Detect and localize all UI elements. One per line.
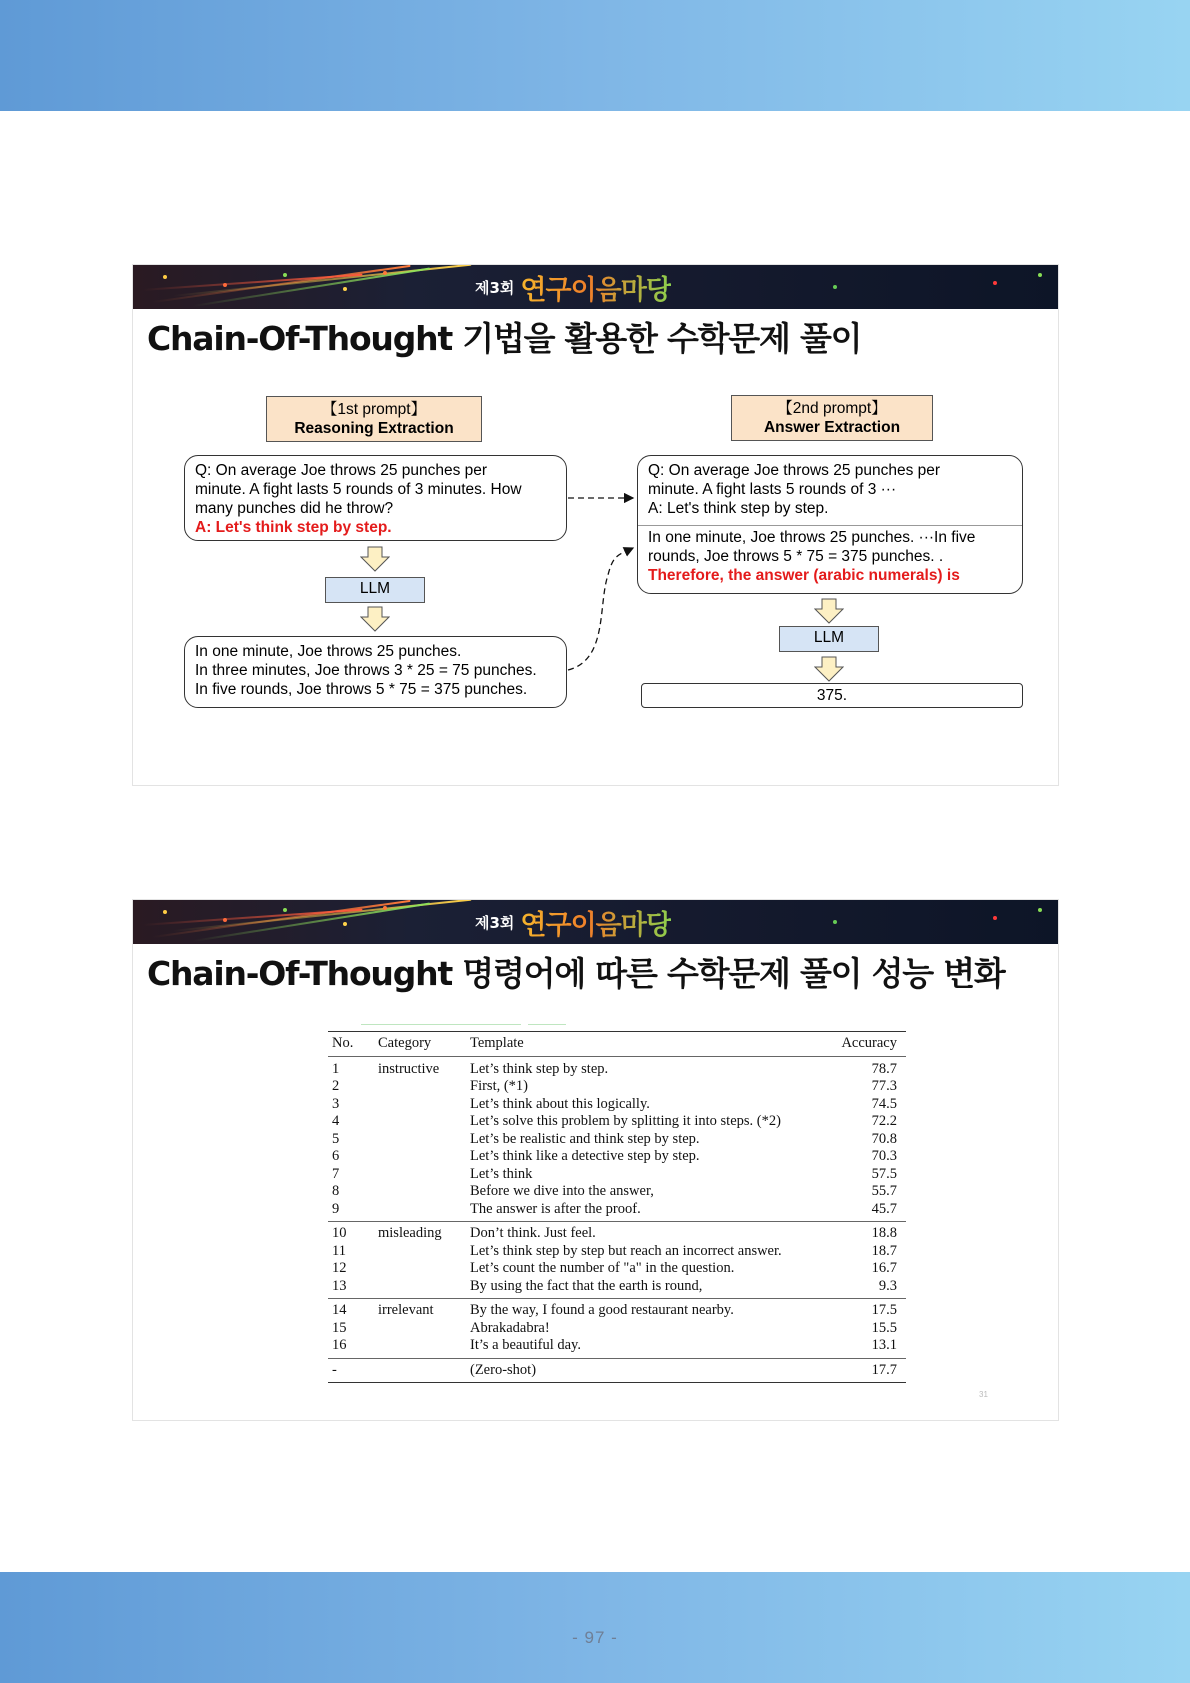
cell-no: 13 [332, 1277, 347, 1294]
question-line: minute. A fight lasts 5 rounds of 3 ··· [648, 481, 897, 498]
cell-accuracy: 72.2 [871, 1113, 897, 1129]
question-line: minute. A fight lasts 5 rounds of 3 minutes. How [195, 481, 522, 498]
banner-main-text: 연구이음마당 [520, 268, 671, 307]
slide-number: 31 [979, 1390, 988, 1399]
down-arrow-icon [814, 598, 844, 624]
prompt-accuracy-table [328, 1031, 906, 1383]
cell-no: 3 [332, 1095, 340, 1112]
cell-accuracy: 9.3 [878, 1277, 897, 1294]
cell-accuracy: 45.7 [871, 1200, 897, 1217]
cell-template: (Zero-shot) [466, 1358, 823, 1383]
header-no: No. [328, 1032, 374, 1057]
cell-template: Don’t think. Just feel. [466, 1222, 823, 1243]
cell-template: Before we dive into the answer, [470, 1183, 654, 1199]
cell-category: misleading [374, 1222, 466, 1243]
table-row [328, 1096, 906, 1114]
header-accuracy: Accuracy [823, 1032, 906, 1057]
first-prompt-output-box [184, 636, 567, 708]
decorative-line [361, 1024, 521, 1025]
output-line: In five rounds, Joe throws 5 * 75 = 375 punches. [195, 681, 528, 698]
table-row [328, 1243, 906, 1261]
final-answer-box: 375. [641, 683, 1023, 708]
cell-template: Let’s think about this logically. [470, 1095, 650, 1112]
cell-accuracy: 70.3 [871, 1148, 897, 1164]
table-row [328, 1337, 906, 1358]
down-arrow-icon [360, 606, 390, 632]
question-line: Q: On average Joe throws 25 punches per [195, 462, 488, 479]
output-line: In three minutes, Joe throws 3 * 25 = 75 punches. [195, 662, 537, 679]
table-row [328, 1148, 906, 1166]
cell-accuracy: 17.5 [823, 1299, 906, 1320]
header-category: Category [374, 1032, 466, 1057]
slide-chain-of-thought-method [132, 264, 1059, 786]
cell-no: 1 [328, 1056, 374, 1078]
cell-accuracy: 78.7 [823, 1056, 906, 1078]
cell-no: 6 [332, 1148, 340, 1164]
cell-template: Let’s count the number of "a" in the question. [470, 1260, 735, 1276]
cell-accuracy: 57.5 [871, 1165, 897, 1182]
reasoning-trigger-text: A: Let's think step by step. [195, 519, 392, 536]
group-misleading [328, 1222, 906, 1299]
table-row [328, 1131, 906, 1149]
question-line: A: Let's think step by step. [648, 500, 829, 517]
cell-template: Let’s be realistic and think step by step. [470, 1130, 700, 1147]
cell-template: Let’s solve this problem by splitting it into steps. (*2) [470, 1113, 781, 1129]
banner-title [475, 904, 671, 940]
cell-no: 10 [328, 1222, 374, 1243]
cell-no: 4 [332, 1113, 340, 1129]
first-prompt-label-line2: Reasoning Extraction [294, 420, 454, 437]
second-prompt-label-line2: Answer Extraction [763, 419, 901, 436]
banner-prefix: 제3회 [475, 278, 515, 297]
header-template: Template [466, 1032, 823, 1057]
connector-arrows [563, 455, 643, 685]
table-row [328, 1078, 906, 1096]
second-prompt-box [637, 455, 1023, 594]
group-instructive [328, 1056, 906, 1222]
question-line: many punches did he throw? [195, 500, 394, 517]
first-prompt-question-box [184, 455, 567, 541]
event-banner [133, 900, 1058, 944]
table-row [328, 1113, 906, 1131]
cell-category [374, 1358, 466, 1383]
cell-template: Let’s think step by step but reach an incorrect answer. [470, 1242, 782, 1259]
group-irrelevant [328, 1299, 906, 1359]
slide-title: Chain-Of-Thought 명령어에 따른 수학문제 풀이 성능 변화 [147, 954, 1005, 993]
table-row-zero-shot [328, 1358, 906, 1383]
cell-no: 14 [328, 1299, 374, 1320]
decorative-line [528, 1024, 566, 1025]
cell-template: The answer is after the proof. [470, 1200, 641, 1217]
cell-accuracy: 16.7 [871, 1260, 897, 1276]
cell-template: It’s a beautiful day. [470, 1337, 581, 1353]
cell-template: First, (*1) [470, 1078, 528, 1094]
second-prompt-label [731, 395, 933, 441]
table-row [328, 1278, 906, 1299]
down-arrow-icon [360, 546, 390, 572]
cell-accuracy: 18.8 [823, 1222, 906, 1243]
table-header-row [328, 1032, 906, 1057]
output-line: In one minute, Joe throws 25 punches. [195, 643, 462, 660]
top-band [0, 0, 1190, 111]
cell-accuracy: 77.3 [871, 1078, 897, 1094]
question-line: Q: On average Joe throws 25 punches per [648, 462, 941, 479]
cell-no: 16 [332, 1337, 347, 1353]
table-row [328, 1299, 906, 1320]
slide-cot-prompt-performance [132, 899, 1059, 1421]
table-row [328, 1260, 906, 1278]
table-row [328, 1201, 906, 1222]
llm-box: LLM [325, 577, 425, 603]
down-arrow-icon [814, 656, 844, 682]
table-row [328, 1320, 906, 1338]
cell-template: Let’s think [470, 1165, 533, 1182]
cell-no: 11 [332, 1242, 346, 1259]
banner-title [475, 269, 671, 305]
cell-accuracy: 13.1 [871, 1337, 897, 1353]
table-row [328, 1222, 906, 1243]
cell-template: Let’s think like a detective step by step. [470, 1148, 700, 1164]
llm-box: LLM [779, 626, 879, 652]
cell-no: 15 [332, 1319, 347, 1336]
cell-category: instructive [374, 1056, 466, 1078]
cell-template: Let’s think step by step. [466, 1056, 823, 1078]
cell-no: 2 [332, 1078, 340, 1094]
reasoning-line: rounds, Joe throws 5 * 75 = 375 punches. . [648, 548, 944, 565]
cell-no: 5 [332, 1130, 340, 1147]
cell-accuracy: 18.7 [871, 1242, 897, 1259]
slide-title: Chain-Of-Thought 기법을 활용한 수학문제 풀이 [147, 319, 862, 358]
cell-accuracy: 15.5 [871, 1319, 897, 1336]
cell-no: 9 [332, 1200, 340, 1217]
cell-no: 12 [332, 1260, 347, 1276]
first-prompt-label-line1: 【1st prompt】 [321, 401, 427, 418]
reasoning-line: In one minute, Joe throws 25 punches. ···In five [648, 529, 976, 546]
event-banner [133, 265, 1058, 309]
second-prompt-label-line1: 【2nd prompt】 [777, 400, 887, 417]
cell-accuracy: 55.7 [871, 1183, 897, 1199]
answer-trigger-text: Therefore, the answer (arabic numerals) is [648, 567, 960, 584]
table-row [328, 1056, 906, 1078]
banner-main-text: 연구이음마당 [520, 903, 671, 942]
page-number: - 97 - [572, 1628, 618, 1647]
banner-prefix: 제3회 [475, 913, 515, 932]
cell-accuracy: 17.7 [823, 1358, 906, 1383]
cell-no: 7 [332, 1165, 340, 1182]
cell-accuracy: 74.5 [871, 1095, 897, 1112]
table-row [328, 1183, 906, 1201]
cell-template: By the way, I found a good restaurant nearby. [466, 1299, 823, 1320]
cell-template: Abrakadabra! [470, 1319, 550, 1336]
table-row [328, 1166, 906, 1184]
cell-no: - [328, 1358, 374, 1383]
cell-template: By using the fact that the earth is round, [470, 1277, 703, 1294]
cell-no: 8 [332, 1183, 340, 1199]
cell-category: irrelevant [374, 1299, 466, 1320]
cell-accuracy: 70.8 [871, 1130, 897, 1147]
first-prompt-label [266, 396, 482, 442]
box-divider [638, 525, 1022, 526]
